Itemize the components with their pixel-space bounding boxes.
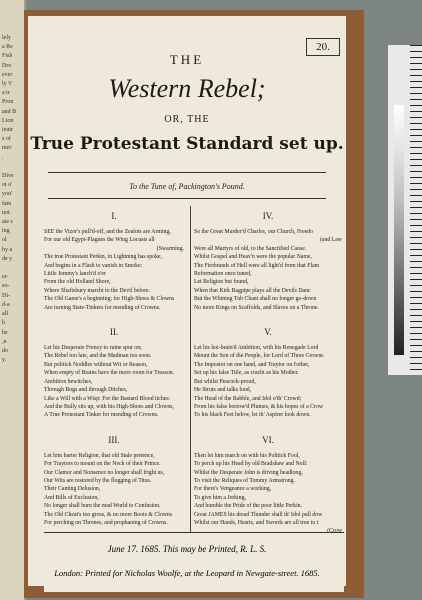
facing-page-text: lely a Re Fish Dro ever ly V a tr Pron and B Lion ieutr s of mer . Dive ot o' you' fam not ate c ing ol by a de y er- so- Di- d-a all h be ,n do y. bbox=[2, 35, 17, 364]
page-title: Western Rebel; bbox=[108, 74, 266, 103]
divider-rule bbox=[48, 172, 326, 173]
verse-line: (and Law bbox=[319, 237, 342, 244]
verse-line: (Swarming. bbox=[156, 245, 184, 252]
imprimatur: June 17. 1685. This may be Printed, R. L. S. bbox=[107, 544, 267, 554]
column-divider bbox=[190, 206, 191, 546]
verse-line: Ambition bewitches, bbox=[44, 378, 93, 385]
stanza bbox=[44, 326, 184, 420]
verse-line: Our Wits are restored by the flogging of Titus. bbox=[44, 477, 152, 484]
verse-line: Let him barter Religion, that old Stale pretence, bbox=[44, 452, 155, 459]
verse-line: Little Jemmy's lanch'd o'er bbox=[44, 271, 106, 278]
verse-line: But politick Noddles without Wit or Reason, bbox=[44, 361, 148, 368]
ruler-ticks bbox=[410, 45, 422, 375]
verse-line: So the Great Murder'd Charles, our Church, Freedo bbox=[194, 229, 314, 235]
verse-line: When empty of Brains have the more room for Treason. bbox=[44, 370, 175, 377]
verse-line: For our old Egypt-Plagues the Wing Locusts all bbox=[44, 237, 155, 244]
verse-line: The Head of the Rabble, and Idol o'th' Crowd; bbox=[194, 395, 302, 402]
stanza-number: II. bbox=[109, 327, 119, 338]
tune-line: To the Tune of, Packington's Pound. bbox=[129, 182, 245, 191]
verse-line: From his false borrow'd Plumes, & his hopes of a Crow bbox=[194, 403, 324, 410]
page-subtitle: True Protestant Standard set up. bbox=[30, 134, 344, 154]
verse-line: The Firebrands of Hell were all light'd from that Flam bbox=[194, 262, 320, 269]
stanza bbox=[44, 434, 184, 528]
verse-line: Great JAMES his dread Thunder shall th' Idol pull dow bbox=[194, 511, 323, 518]
verse-line: SEE the Vizor's pull'd-off, and the Zealots are Arming, bbox=[44, 229, 171, 235]
broadside-sheet bbox=[28, 16, 346, 586]
scale-ruler bbox=[388, 45, 422, 375]
verse-line: To give him a Jerking, bbox=[194, 494, 246, 501]
verse-line: The Old Cheat's too gross, & no more Boots & Clowns bbox=[44, 511, 173, 518]
stanza bbox=[194, 210, 342, 312]
left-column bbox=[44, 210, 184, 541]
verse-line: Whilst Gospel and Heav'n were the popular Name, bbox=[194, 254, 312, 261]
verse-line: Our Clamor and Nonsence no longer shall fright us, bbox=[44, 469, 165, 476]
catalog-number: 20. bbox=[306, 38, 340, 56]
stanza bbox=[194, 434, 342, 536]
verse-line: Are turning State-Tinkers for mending of Crowns. bbox=[44, 304, 161, 311]
verse-line: Then let him march on with his Politick Fool, bbox=[194, 452, 300, 459]
verse-line: But whilst Peacock-proud, bbox=[194, 378, 256, 385]
verse-line: For Traytors to mount on the Neck of their Prince. bbox=[44, 461, 161, 468]
imprint-slip bbox=[44, 532, 344, 592]
divider-rule bbox=[48, 198, 326, 199]
verse-line: For perching on Thrones, and prophaning of Crowns. bbox=[44, 519, 168, 526]
verse-line: He Struts and talks loud, bbox=[194, 387, 252, 394]
verse-line: The Impostor on one hand, and Traytor on t'other, bbox=[194, 361, 310, 368]
verse-line: Their Canting Delusion, bbox=[44, 486, 101, 493]
facing-page bbox=[0, 0, 26, 600]
stanza bbox=[44, 210, 184, 312]
verse-line: And begins in a Flash to vanish in Smoke: bbox=[44, 262, 143, 269]
verse-line: But the Whining Tub Chant shall no longer go-down bbox=[194, 296, 317, 303]
verse-line: The Old Game's a beginning; for High-Shoes & Clowns bbox=[44, 296, 175, 303]
verse-line: Mount the Son of the People, for Lord of Three Crowns bbox=[194, 353, 324, 360]
verse-line: To visit the Reliques of Tommy Armstrong. bbox=[194, 477, 296, 484]
verse-line: The true Protestant Perkin, in Lightning has spoke, bbox=[44, 254, 163, 261]
verse-line: Like a Will with a Wisp: For the Bastard Blood itches: bbox=[44, 395, 171, 402]
stanza-number: V. bbox=[264, 327, 272, 338]
verse-line: For there's Vengeance a working, bbox=[194, 486, 272, 493]
title-or: OR, THE bbox=[164, 114, 210, 125]
verse-line: To perch up his Head by old Bradshaw and Noll: bbox=[194, 461, 308, 468]
verse-line: Whilst the Desperate John is driving headlong, bbox=[194, 469, 303, 476]
color-calibration-bar bbox=[394, 105, 404, 355]
stanza bbox=[194, 326, 342, 420]
verse-line: Let Religion but found, bbox=[194, 279, 249, 286]
verse-line: Reformation once tuned, bbox=[194, 271, 252, 278]
verse-line: To his black Feet below, let th' Aspirer look down. bbox=[194, 412, 311, 419]
stanza-number: IV. bbox=[262, 211, 274, 221]
verse-line: And Bills of Exclusion, bbox=[44, 494, 99, 501]
verse-line: The Rebel too late, and the Madman too soon. bbox=[44, 353, 152, 360]
verse-line: Set up his false Title, as cracht as his Mother. bbox=[194, 370, 299, 377]
verse-line: Were all Martyrs of old, to the Sanctified Cause. bbox=[194, 245, 307, 252]
verse-line: No more Kings on Scaffolds, and Slaves on a Throne. bbox=[194, 304, 319, 311]
verse-line: Where Shaftsbury marcht to the Devil before. bbox=[44, 287, 151, 294]
verse-line: A True Protestant Tinker for mending of Crowns. bbox=[44, 412, 159, 419]
colophon: London: Printed for Nicholas Woolfe, at the Leopard in Newgate-street. 1685. bbox=[54, 568, 320, 578]
verse-line: When that Kirk Bagpipe plays all the Devils Danc bbox=[194, 287, 311, 294]
stanza-number: I. bbox=[111, 211, 117, 221]
verse-line: And the Bully sits up, with his High-Shoes and Clowns, bbox=[44, 403, 174, 410]
right-column bbox=[194, 210, 342, 550]
verse-line: Whilst our Hands, Hearts, and Swords are all true to t bbox=[194, 519, 319, 526]
verse-line: No longer shall burn the mad World to Confusion. bbox=[44, 503, 161, 510]
title-the: THE bbox=[169, 52, 205, 67]
verse-line: From the old Holland Shore, bbox=[44, 279, 111, 286]
verse-line: Through Bogs and through Ditches, bbox=[44, 387, 128, 394]
verse-line: Let his hot-brain'd Ambition, with his Renegade Lord bbox=[194, 345, 319, 352]
stanza-number: VI. bbox=[262, 434, 274, 445]
stanza-number: III. bbox=[108, 434, 120, 445]
verse-line: And humble the Pride of the poor little Perkin. bbox=[194, 503, 303, 510]
verse-line: Let his Desperate Frenzy to ruine spur on; bbox=[44, 345, 142, 352]
divider-rule bbox=[44, 532, 344, 533]
